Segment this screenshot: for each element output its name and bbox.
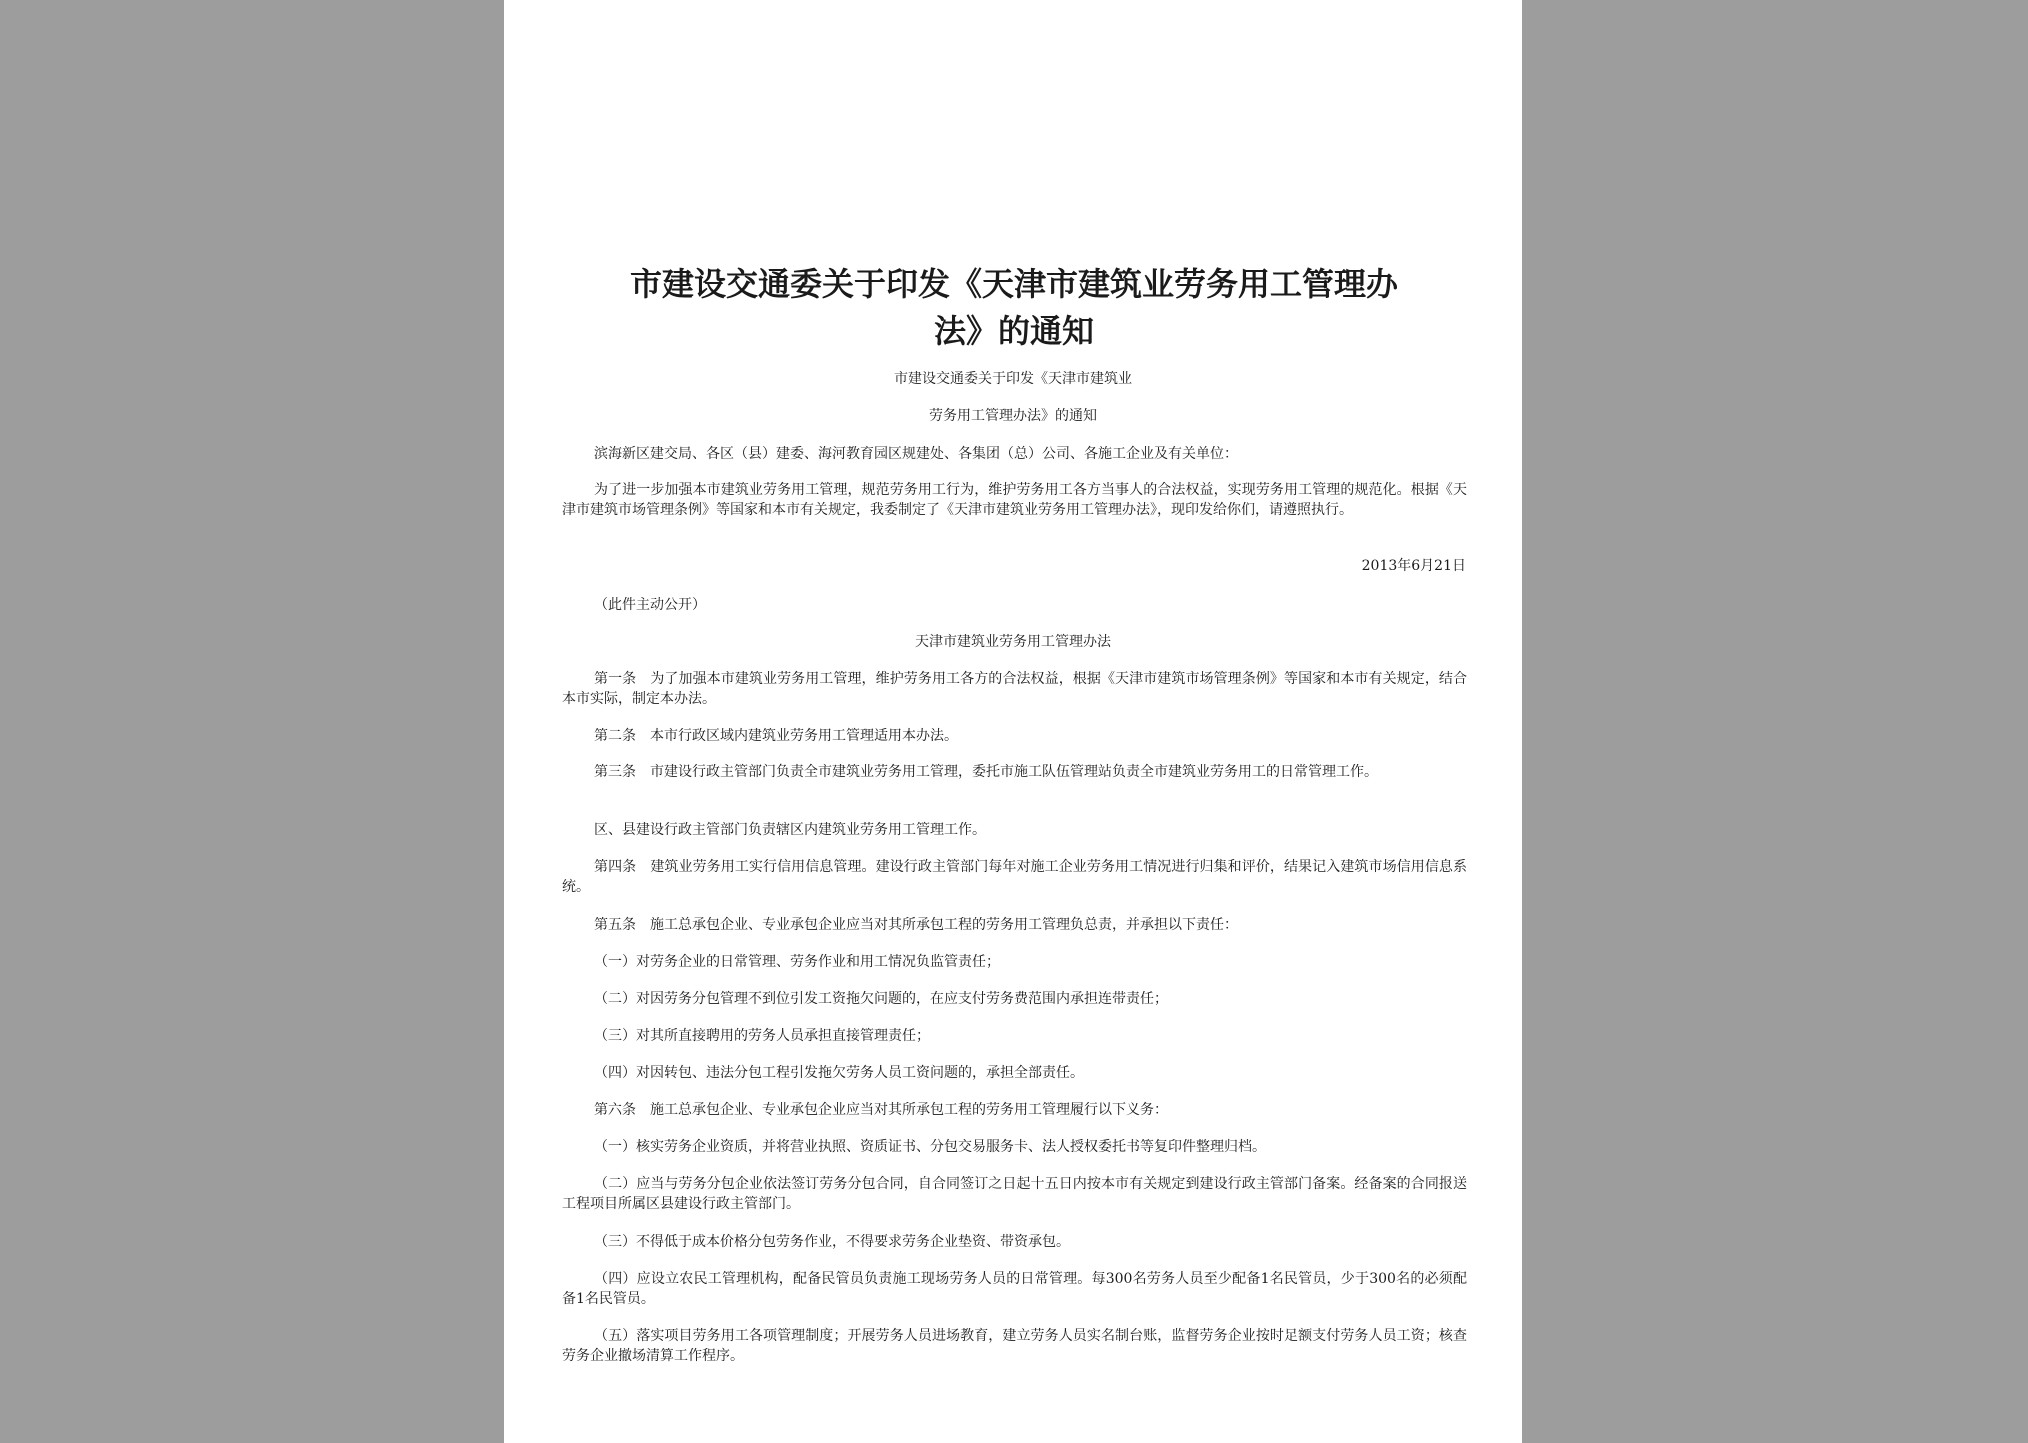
document-page [504, 0, 1522, 1443]
document-title-line1: 市建设交通委关于印发《天津市建筑业劳务用工管理办 [629, 265, 1398, 303]
measures-title: 天津市建筑业劳务用工管理办法 [915, 634, 1111, 650]
article-6-item-5: （五）落实项目劳务用工各项管理制度；开展劳务人员进场教育，建立劳务人员实名制台账，监督劳务企业按时足额支付劳务人员工资；核查劳务企业撤场清算工作程序。 [562, 1328, 1467, 1364]
article-5-item-4: （四）对因转包、违法分包工程引发拖欠劳务人员工资问题的，承担全部责任。 [594, 1065, 1084, 1081]
article-4: 第四条 建筑业劳务用工实行信用信息管理。建设行政主管部门每年对施工企业劳务用工情况进行归集和评价，结果记入建筑市场信用信息系统。 [562, 859, 1467, 895]
public-note: （此件主动公开） [594, 597, 706, 613]
subtitle-line2: 劳务用工管理办法》的通知 [929, 408, 1097, 424]
article-5-item-3: （三）对其所直接聘用的劳务人员承担直接管理责任； [594, 1028, 930, 1044]
subtitle-line1: 市建设交通委关于印发《天津市建筑业 [894, 371, 1132, 387]
article-5-item-1: （一）对劳务企业的日常管理、劳务作业和用工情况负监管责任； [594, 954, 1000, 970]
addressee: 滨海新区建交局、各区（县）建委、海河教育园区规建处、各集团（总）公司、各施工企业及有关单位： [594, 446, 1238, 462]
article-6-item-2: （二）应当与劳务分包企业依法签订劳务分包合同，自合同签订之日起十五日内按本市有关规定到建设行政主管部门备案。经备案的合同报送工程项目所属区县建设行政主管部门。 [562, 1176, 1467, 1212]
article-5-item-2: （二）对因劳务分包管理不到位引发工资拖欠问题的，在应支付劳务费范围内承担连带责任； [594, 991, 1168, 1007]
article-6-item-1: （一）核实劳务企业资质，并将营业执照、资质证书、分包交易服务卡、法人授权委托书等复印件整理归档。 [594, 1139, 1266, 1155]
document-title-line2: 法》的通知 [933, 312, 1094, 350]
intro-paragraph: 为了进一步加强本市建筑业劳务用工管理，规范劳务用工行为，维护劳务用工各方当事人的合法权益，实现劳务用工管理的规范化。根据《天津市建筑市场管理条例》等国家和本市有关规定，我委制定了《天津市建筑业劳务用工管理办法》，现印发给你们，请遵照执行。 [562, 482, 1467, 518]
article-2: 第二条 本市行政区域内建筑业劳务用工管理适用本办法。 [594, 728, 958, 744]
article-6: 第六条 施工总承包企业、专业承包企业应当对其所承包工程的劳务用工管理履行以下义务： [594, 1102, 1168, 1118]
article-6-item-4: （四）应设立农民工管理机构，配备民管员负责施工现场劳务人员的日常管理。每300名劳务人员至少配备1名民管员，少于300名的必须配备1名民管员。 [562, 1271, 1467, 1307]
issue-date: 2013年6月21日 [1361, 558, 1466, 574]
article-6-item-3: （三）不得低于成本价格分包劳务作业，不得要求劳务企业垫资、带资承包。 [594, 1234, 1070, 1250]
article-3-district: 区、县建设行政主管部门负责辖区内建筑业劳务用工管理工作。 [594, 822, 986, 838]
article-5: 第五条 施工总承包企业、专业承包企业应当对其所承包工程的劳务用工管理负总责，并承担以下责任： [594, 917, 1238, 933]
article-3: 第三条 市建设行政主管部门负责全市建筑业劳务用工管理，委托市施工队伍管理站负责全市建筑业劳务用工的日常管理工作。 [594, 764, 1378, 780]
article-1: 第一条 为了加强本市建筑业劳务用工管理，维护劳务用工各方的合法权益，根据《天津市建筑市场管理条例》等国家和本市有关规定，结合本市实际，制定本办法。 [562, 671, 1467, 707]
